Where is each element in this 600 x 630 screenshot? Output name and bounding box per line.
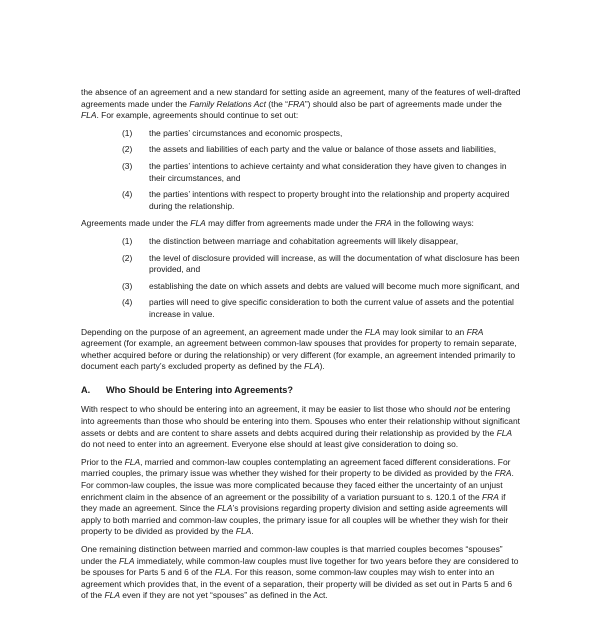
paragraph: [81, 404, 521, 450]
italic-text: FLA: [81, 110, 97, 121]
paragraph: [81, 544, 521, 602]
section-title: Who Should be Entering into Agreements?: [106, 384, 293, 395]
italic-text: FLA: [364, 326, 381, 337]
italic-text: FLA: [190, 218, 206, 229]
paragraph: [81, 218, 521, 230]
italic-text: FLA: [235, 526, 252, 537]
document-body: [81, 87, 521, 608]
text-run: do not need to enter into an agreement. Everyone else should at least give consideration to doing so.: [81, 439, 459, 450]
text-run: ’s provisions regarding property division and setting aside agreements will apply to both married and common-law couples, the primary issue for all couples will be whether they wish for their property to be divided as provided by the: [81, 503, 509, 537]
italic-text: FLA: [304, 361, 320, 372]
text-run: immediately, while common-law couples must live together for two years before they are considered to be spouses for Parts 5 and 6 of the: [81, 555, 519, 578]
italic-text: FLA: [124, 456, 141, 467]
italic-text: Family Relations Act: [189, 98, 266, 109]
text-run: (the “: [265, 98, 288, 109]
list-text: the distinction between marriage and cohabitation agreements will likely disappear,: [149, 235, 459, 246]
list-number: (4): [122, 189, 133, 200]
text-run: even if they are not yet “spouses” as defined in the Act.: [119, 590, 328, 601]
list-item: [81, 297, 521, 320]
italic-text: FLA: [119, 555, 135, 566]
list-item: [81, 236, 521, 248]
section-letter: A.: [81, 384, 91, 395]
text-run: Depending on the purpose of an agreement, an agreement made under the: [81, 326, 365, 337]
text-run: Agreements made under the: [81, 218, 191, 229]
italic-text: FRA: [494, 468, 512, 479]
text-run: . For this reason, some common-law couples may wish to enter into an agreement which provides that, in the event of a separation, their property will be divided as set out in Parts 5 and 6 of the: [81, 567, 513, 601]
text-run: agreement (for example, an agreement between common-law spouses that provides for property to remain separate, whether acquired before or during the relationship) or very different (for example, an agreement intended primarily to document each party’s excluded property as defined by the: [81, 338, 517, 372]
text-run: . For common-law couples, the issue was more complicated because they faced either the uncertainty of an unjust enrichment claim in the absence of an agreement or the possibility of a variation pursuant to s. 120.1 of the: [81, 468, 514, 502]
text-run: be entering into agreements than those who should be entering into them. Spouses who enter their relationship without significant assets or debts and are content to share assets and debts acquired during their relationship as provided by the: [81, 404, 521, 438]
list-text: the parties’ intentions to achieve certainty and what consideration they have given to changes in their circumstances, and: [149, 160, 507, 183]
text-run: the absence of an agreement and a new standard for setting aside an agreement, many of the features of well-drafted agreements made under the: [81, 87, 521, 109]
text-run: , married and common-law couples contemplating an agreement faced different considerations. For married couples, the primary issue was whether they wished for their property to be divided as provided by the: [81, 456, 511, 479]
list-number: (3): [122, 280, 133, 291]
text-run: With respect to who should be entering into an agreement, it may be easier to list those who should: [81, 404, 454, 415]
italic-text: FRA: [374, 218, 392, 229]
text-run: ).: [319, 361, 325, 372]
italic-text: FRA: [288, 98, 305, 109]
list-item: [81, 281, 521, 293]
list-item: [81, 253, 521, 276]
list-number: (4): [122, 297, 133, 308]
italic-text: FRA: [466, 326, 484, 337]
paragraph: [81, 87, 521, 122]
text-run: Prior to the: [81, 456, 125, 467]
section-heading: [81, 385, 521, 397]
list-item: [81, 161, 521, 184]
italic-text: not: [453, 404, 466, 415]
list-text: the parties’ intentions with respect to property brought into the relationship and property acquired during the relationship.: [149, 189, 510, 211]
text-run: ”) should also be part of agreements made under the: [304, 98, 502, 109]
italic-text: FLA: [217, 503, 233, 514]
paragraph: [81, 457, 521, 538]
text-run: . For example, agreements should continue to set out:: [96, 110, 299, 121]
italic-text: FLA: [214, 567, 231, 578]
italic-text: FRA: [482, 491, 499, 502]
text-run: .: [251, 526, 254, 537]
list-item: [81, 144, 521, 156]
list-text: the level of disclosure provided will increase, as will the documentation of what disclosure has been provided, and: [149, 252, 520, 275]
list-text: parties will need to give specific consideration to both the current value of assets and the potential increase in value.: [149, 297, 514, 319]
list-number: (3): [122, 160, 133, 171]
paragraph: [81, 327, 521, 373]
list-number: (2): [122, 144, 133, 155]
text-run: may look similar to an: [380, 326, 467, 337]
list-text: the parties’ circumstances and economic prospects,: [149, 127, 343, 138]
list-text: establishing the date on which assets and debts are valued will become much more significant, and: [149, 280, 520, 291]
list-number: (2): [122, 252, 133, 263]
italic-text: FLA: [496, 427, 513, 438]
list-number: (1): [122, 235, 133, 246]
list-text: the assets and liabilities of each party and the value or balance of those assets and liabilities,: [149, 144, 497, 155]
considerations-list: [81, 128, 521, 213]
text-run: in the following ways:: [391, 218, 474, 229]
text-run: if they made an agreement. Since the: [81, 491, 506, 514]
text-run: may differ from agreements made under the: [205, 218, 375, 229]
italic-text: FLA: [104, 590, 120, 601]
list-item: [81, 189, 521, 212]
differences-list: [81, 236, 521, 321]
list-number: (1): [122, 127, 133, 138]
list-item: [81, 128, 521, 140]
text-run: One remaining distinction between married and common-law couples is that married couples becomes “spouses” under the: [81, 544, 503, 566]
